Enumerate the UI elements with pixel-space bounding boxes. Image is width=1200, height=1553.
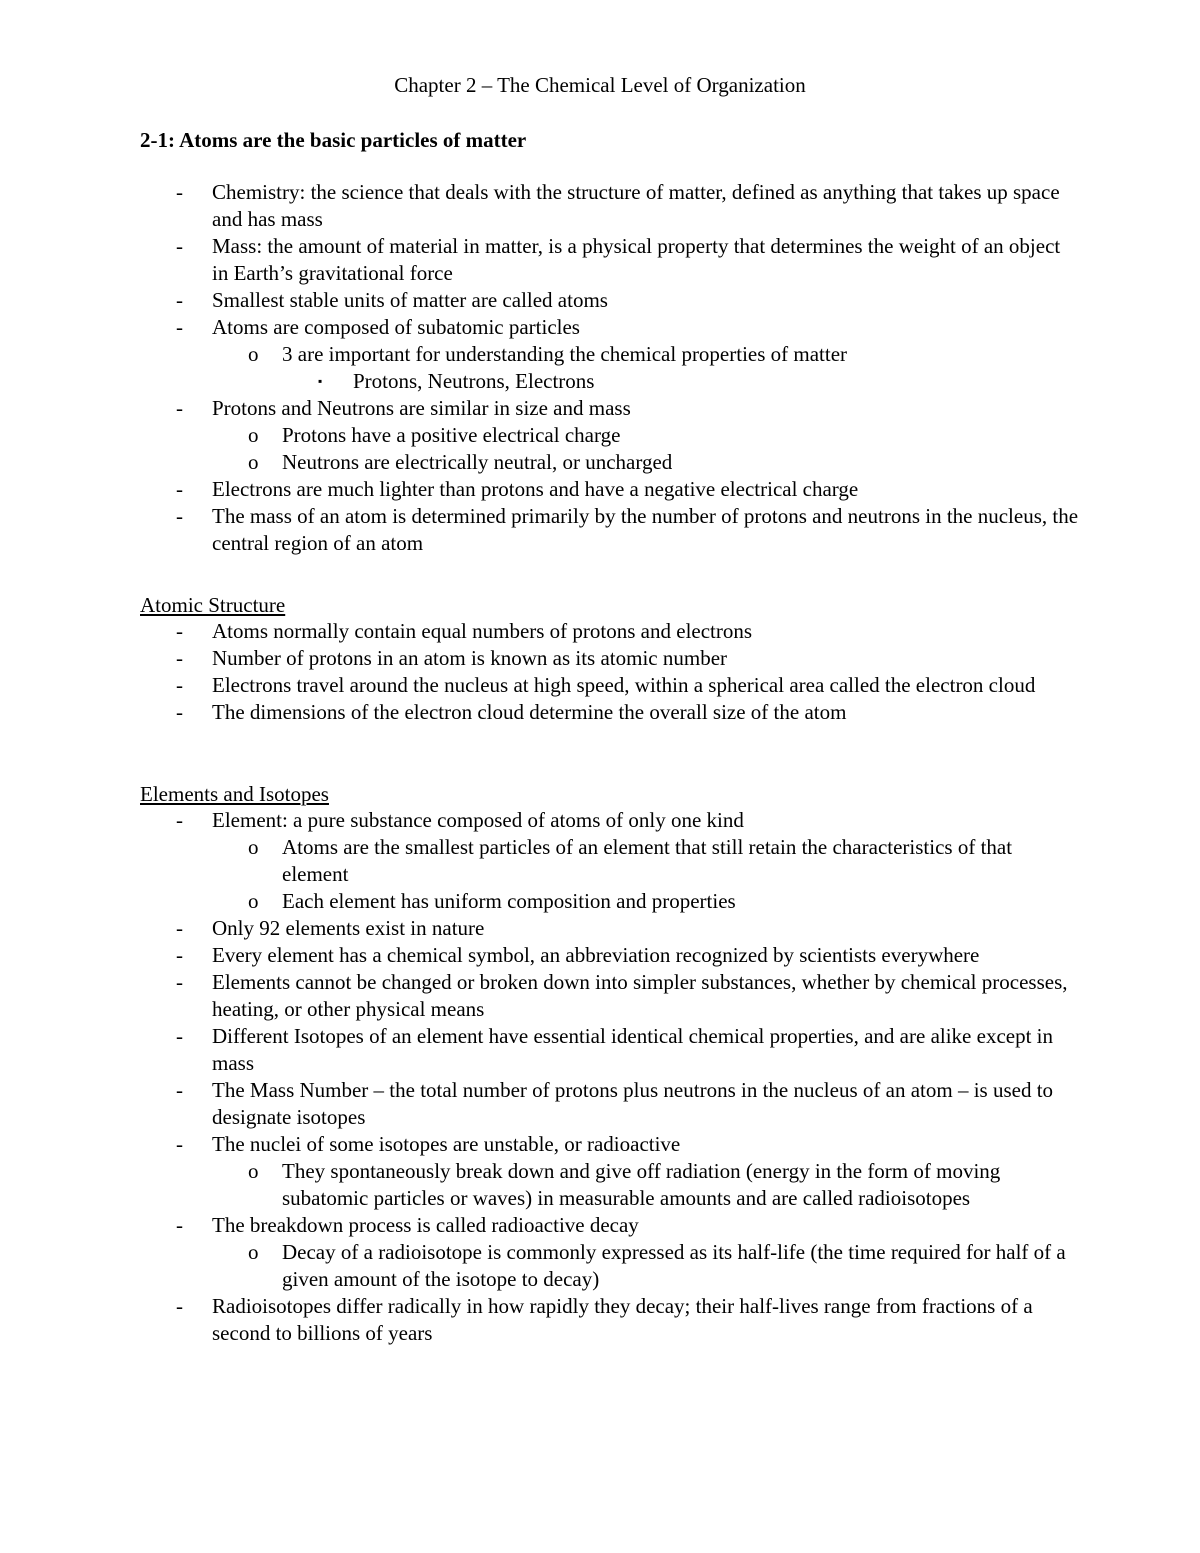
bullet-marker: - — [176, 477, 183, 501]
list-item-text: Decay of a radioisotope is commonly expressed as its half-life (the time required for half of a given amount of the isotope to decay) — [282, 1240, 1066, 1291]
list-item-text: Atoms normally contain equal numbers of protons and electrons — [212, 619, 753, 643]
bullet-marker: - — [176, 646, 183, 670]
list-item — [140, 395, 1080, 422]
list-item — [140, 1023, 1080, 1077]
list-item — [140, 672, 1080, 699]
list-item-text: The mass of an atom is determined primarily by the number of protons and neutrons in the nucleus, the central region of an atom — [212, 504, 1079, 555]
bullet-marker: - — [176, 943, 183, 967]
list-item-text: Atoms are the smallest particles of an element that still retain the characteristics of that element — [282, 835, 1013, 886]
list-item — [140, 807, 1080, 834]
bullet-marker: - — [176, 808, 183, 832]
list-item-text: Elements cannot be changed or broken down into simpler substances, whether by chemical processes, heating, or other physical means — [212, 970, 1068, 1021]
section-list-elements-isotopes — [140, 807, 1080, 1347]
list-item-text: Electrons are much lighter than protons and have a negative electrical charge — [212, 477, 859, 501]
bullet-marker: - — [176, 970, 183, 994]
list-item — [140, 314, 1080, 341]
document-title: Chapter 2 – The Chemical Level of Organization — [394, 73, 806, 97]
section-heading-atoms: 2-1: Atoms are the basic particles of matter — [140, 128, 527, 152]
list-item-text: Chemistry: the science that deals with the structure of matter, defined as anything that takes up space and has mass — [212, 180, 1060, 231]
list-item-text: The Mass Number – the total number of protons plus neutrons in the nucleus of an atom – is used to designate isotopes — [212, 1078, 1054, 1129]
section-list-atoms — [140, 179, 1080, 557]
bullet-marker: - — [176, 180, 183, 204]
list-item — [140, 1077, 1080, 1131]
bullet-marker: - — [176, 1024, 183, 1048]
list-item — [140, 233, 1080, 287]
section-heading-atomic-structure: Atomic Structure — [140, 593, 286, 617]
list-item-text: Smallest stable units of matter are called atoms — [212, 288, 608, 312]
list-item — [140, 341, 1080, 368]
bullet-marker: ▪ — [318, 374, 323, 388]
bullet-marker: - — [176, 673, 183, 697]
list-item-text: Neutrons are electrically neutral, or uncharged — [282, 450, 673, 474]
list-item — [140, 969, 1080, 1023]
bullet-marker: - — [176, 1078, 183, 1102]
bullet-marker: - — [176, 619, 183, 643]
list-item — [140, 476, 1080, 503]
bullet-marker: o — [248, 450, 259, 474]
list-item — [140, 1158, 1080, 1212]
bullet-marker: o — [248, 835, 259, 859]
list-item-text: The dimensions of the electron cloud determine the overall size of the atom — [212, 700, 847, 724]
list-item — [140, 834, 1080, 888]
list-item-text: Protons, Neutrons, Electrons — [353, 369, 595, 393]
section-heading-elements-isotopes: Elements and Isotopes — [140, 782, 329, 806]
bullet-marker: - — [176, 396, 183, 420]
list-item-text: They spontaneously break down and give off radiation (energy in the form of moving subatomic particles or waves) in measurable amounts and are called radioisotopes — [282, 1159, 1001, 1210]
bullet-marker: - — [176, 288, 183, 312]
list-item-text: Protons and Neutrons are similar in size and mass — [212, 396, 631, 420]
bullet-marker: o — [248, 889, 259, 913]
list-item-text: Each element has uniform composition and properties — [282, 889, 736, 913]
bullet-marker: - — [176, 234, 183, 258]
list-item — [140, 645, 1080, 672]
list-item — [140, 1131, 1080, 1158]
list-item-text: Number of protons in an atom is known as its atomic number — [212, 646, 728, 670]
bullet-marker: o — [248, 1240, 259, 1264]
list-item — [140, 503, 1080, 557]
bullet-marker: - — [176, 1294, 183, 1318]
list-item — [140, 618, 1080, 645]
list-item — [140, 888, 1080, 915]
list-item-text: The breakdown process is called radioactive decay — [212, 1213, 639, 1237]
list-item-text: The nuclei of some isotopes are unstable, or radioactive — [212, 1132, 681, 1156]
section-list-atomic-structure — [140, 618, 1080, 726]
list-item — [140, 287, 1080, 314]
bullet-marker: - — [176, 504, 183, 528]
list-item-text: Different Isotopes of an element have essential identical chemical properties, and are alike except in mass — [212, 1024, 1054, 1075]
list-item-text: Electrons travel around the nucleus at high speed, within a spherical area called the electron cloud — [212, 673, 1036, 697]
bullet-marker: - — [176, 700, 183, 724]
bullet-marker: - — [176, 315, 183, 339]
bullet-marker: - — [176, 916, 183, 940]
bullet-marker: o — [248, 342, 259, 366]
bullet-marker: o — [248, 1159, 259, 1183]
list-item — [140, 699, 1080, 726]
list-item-text: Protons have a positive electrical charge — [282, 423, 621, 447]
list-item — [140, 1239, 1080, 1293]
bullet-marker: - — [176, 1213, 183, 1237]
bullet-marker: o — [248, 423, 259, 447]
list-item — [140, 915, 1080, 942]
list-item — [140, 422, 1080, 449]
list-item — [140, 942, 1080, 969]
list-item — [140, 179, 1080, 233]
bullet-marker: - — [176, 1132, 183, 1156]
list-item-text: Only 92 elements exist in nature — [212, 916, 485, 940]
list-item-text: Mass: the amount of material in matter, is a physical property that determines the weight of an object in Earth’s gravitational force — [212, 234, 1061, 285]
list-item-text: 3 are important for understanding the chemical properties of matter — [282, 342, 848, 366]
list-item — [140, 1293, 1080, 1347]
list-item — [140, 368, 1080, 395]
list-item — [140, 1212, 1080, 1239]
list-item — [140, 449, 1080, 476]
list-item-text: Every element has a chemical symbol, an abbreviation recognized by scientists everywhere — [212, 943, 980, 967]
list-item-text: Atoms are composed of subatomic particles — [212, 315, 580, 339]
list-item-text: Element: a pure substance composed of atoms of only one kind — [212, 808, 744, 832]
list-item-text: Radioisotopes differ radically in how rapidly they decay; their half-lives range from fractions of a second to billions of years — [212, 1294, 1033, 1345]
